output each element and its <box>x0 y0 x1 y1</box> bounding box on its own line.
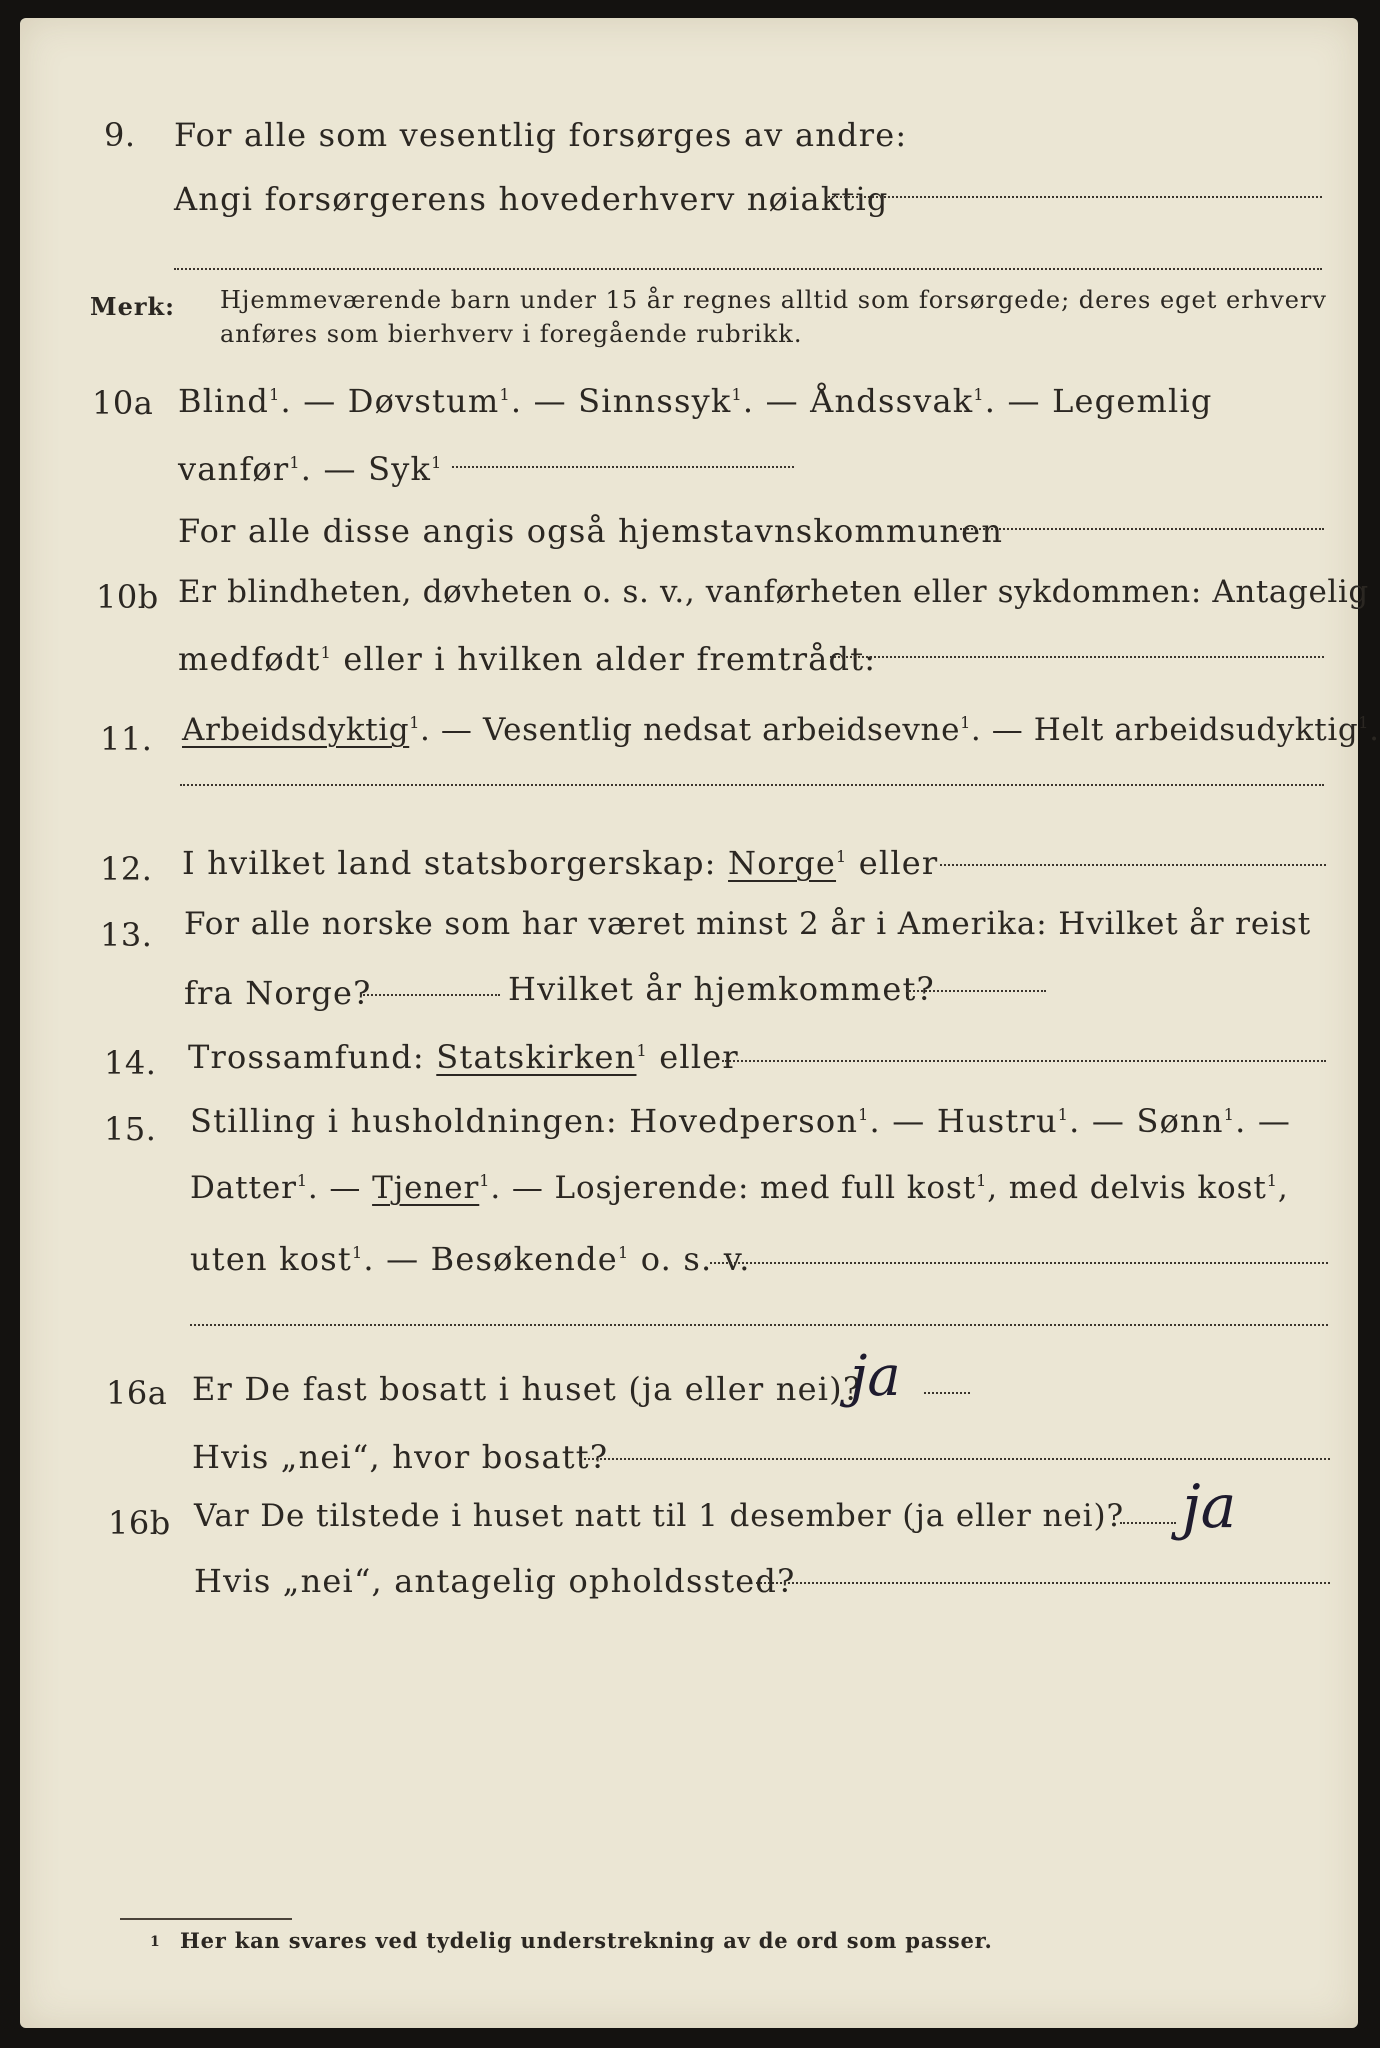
question-12-line <box>182 844 938 882</box>
option-hovedperson[interactable]: Stilling i husholdningen: Hovedperson <box>190 1102 859 1140</box>
question-16b-answer-line[interactable] <box>1120 1522 1176 1524</box>
question-10a-home-municipality-label: For alle disse angis også hjemstavnskommunen <box>178 512 1004 550</box>
merk-note-line-2: anføres som bierhverv i foregående rubrikk. <box>220 320 803 348</box>
option-vanfor[interactable]: vanfør <box>178 450 290 488</box>
footnote-text: Her kan svares ved tydelig understrekning av de ord som passer. <box>180 1928 993 1953</box>
footnote-mark: 1 <box>479 1171 491 1190</box>
footnote-mark: 1 <box>636 1041 648 1060</box>
question-14-answer-line[interactable] <box>722 1060 1326 1062</box>
question-13-year-returned-label: Hvilket år hjemkommet? <box>508 970 935 1008</box>
separator: . <box>1369 712 1380 748</box>
question-13-year-returned-line[interactable] <box>906 990 1046 992</box>
question-16b-handwritten-answer[interactable]: ja <box>1182 1472 1237 1542</box>
question-14-line <box>188 1038 739 1076</box>
option-dovstum[interactable]: Døvstum <box>347 382 500 420</box>
footnote-mark: 1 <box>858 1105 870 1124</box>
question-9-text: For alle som vesentlig forsørges av andre: <box>174 116 908 154</box>
question-13-line-1: For alle norske som har været minst 2 år i Amerika: Hvilket år reist <box>184 906 1312 942</box>
separator: , <box>1277 1170 1289 1206</box>
footnote-mark: 1 <box>409 713 421 732</box>
separator: . — <box>510 382 579 420</box>
question-12-text: I hvilket land statsborgerskap: <box>182 844 729 882</box>
footnote-mark-number: 1 <box>150 1934 161 1950</box>
question-9-number: 9. <box>104 116 136 154</box>
separator: . — <box>300 450 369 488</box>
question-10b-number: 10b <box>96 578 159 616</box>
separator: . — <box>984 382 1053 420</box>
question-16a-answer-line[interactable] <box>924 1392 970 1394</box>
option-delvis-kost[interactable]: , med delvis kost <box>987 1170 1267 1206</box>
question-10b-line-2 <box>178 640 876 678</box>
question-10b-age-label: eller i hvilken alder fremtrådt: <box>332 640 877 678</box>
question-15-osv: o. s. v. <box>629 1240 751 1278</box>
option-legemlig[interactable]: Legemlig <box>1052 382 1213 420</box>
footnote-mark: 1 <box>1266 1171 1278 1190</box>
question-16a-text: Er De fast bosatt i huset (ja eller nei)? <box>192 1370 862 1408</box>
question-13-year-left-label: fra Norge? <box>184 974 372 1012</box>
question-15-answer-line-2[interactable] <box>190 1324 1328 1326</box>
question-16a-number: 16a <box>106 1374 168 1412</box>
option-datter[interactable]: Datter <box>190 1170 297 1206</box>
question-10a-home-municipality-line[interactable] <box>960 528 1324 530</box>
question-14-eller: eller <box>647 1038 739 1076</box>
footnote-mark: 1 <box>296 1171 308 1190</box>
question-15-line-1 <box>190 1102 1291 1140</box>
question-10a-line-2 <box>178 450 442 488</box>
question-11-answer-line[interactable] <box>180 784 1324 786</box>
question-16b-location-label: Hvis „nei“, antagelig opholdssted? <box>194 1562 796 1600</box>
footnote-mark: 1 <box>1223 1105 1236 1124</box>
footnote-mark: 1 <box>1358 713 1370 732</box>
footnote-mark: 1 <box>731 385 743 404</box>
footnote-mark: 1 <box>973 385 985 404</box>
merk-note-line-1: Hjemmeværende barn under 15 år regnes alltid som forsørgede; deres eget erhverv <box>220 286 1327 314</box>
question-10a-line-1 <box>178 382 1213 420</box>
separator: . — <box>1235 1102 1292 1140</box>
option-hustru[interactable]: . — Hustru <box>869 1102 1058 1140</box>
question-16a-handwritten-answer[interactable]: ja <box>850 1344 901 1409</box>
question-14-number: 14. <box>104 1044 157 1082</box>
footnote-mark: 1 <box>836 847 848 866</box>
option-nedsat-arbeidsevne[interactable]: . — Vesentlig nedsat arbeidsevne <box>420 712 961 748</box>
option-statskirken[interactable]: Statskirken <box>436 1038 637 1076</box>
option-tjener[interactable]: Tjener <box>372 1170 480 1206</box>
question-9-answer-line-2[interactable] <box>174 268 1322 270</box>
footnote-rule <box>120 1918 292 1920</box>
question-16b-location-line[interactable] <box>756 1582 1330 1584</box>
option-arbeidsdyktig[interactable]: Arbeidsdyktig <box>182 712 410 748</box>
census-form-page <box>20 18 1380 2028</box>
question-10b-answer-line[interactable] <box>830 656 1324 658</box>
question-12-answer-line[interactable] <box>940 864 1326 866</box>
footnote-mark: 1 <box>269 385 281 404</box>
footnote-mark: 1 <box>351 1243 364 1262</box>
option-arbeidsudyktig[interactable]: . — Helt arbeidsudyktig <box>970 712 1359 748</box>
question-16a-where-label: Hvis „nei“, hvor bosatt? <box>192 1438 609 1476</box>
separator: . — <box>307 1170 373 1206</box>
option-andssvak[interactable]: Åndssvak <box>810 382 974 420</box>
separator: . — <box>280 382 348 420</box>
option-besokende[interactable]: . — Besøkende <box>363 1240 618 1278</box>
question-10b-line-1: Er blindheten, døvheten o. s. v., vanførheten eller sykdommen: Antagelig <box>178 574 1369 610</box>
footnote-mark: 1 <box>1057 1105 1070 1124</box>
option-sinnssyk[interactable]: Sinnssyk <box>578 382 732 420</box>
question-15-answer-line[interactable] <box>710 1262 1328 1264</box>
separator: . — <box>742 382 811 420</box>
option-losjerende-full-kost[interactable]: . — Losjerende: med full kost <box>490 1170 977 1206</box>
question-9-answer-line[interactable] <box>828 196 1322 198</box>
question-12-eller: eller <box>847 844 939 882</box>
question-9-occupation-label: Angi forsørgerens hovederhverv nøiaktig <box>174 180 889 218</box>
footnote-mark: 1 <box>617 1243 630 1262</box>
question-15-line-3 <box>190 1240 751 1278</box>
option-uten-kost[interactable]: uten kost <box>190 1240 352 1278</box>
question-13-number: 13. <box>100 916 153 954</box>
footnote-mark: 1 <box>976 1171 988 1190</box>
footnote-mark: 1 <box>431 453 443 472</box>
option-medfodt[interactable]: medfødt <box>178 640 321 678</box>
question-15-line-2 <box>190 1170 1289 1206</box>
footnote-mark: 1 <box>499 385 511 404</box>
question-14-text: Trossamfund: <box>188 1038 437 1076</box>
question-12-number: 12. <box>100 850 153 888</box>
question-11-number: 11. <box>100 720 153 758</box>
question-15-number: 15. <box>104 1110 157 1148</box>
option-syk[interactable]: Syk <box>368 450 432 488</box>
footnote-mark: 1 <box>320 643 333 662</box>
footnote-mark: 1 <box>289 453 301 472</box>
merk-label: Merk: <box>90 292 175 321</box>
footnote-mark: 1 <box>960 713 971 732</box>
question-11-options <box>182 712 1380 748</box>
option-sonn[interactable]: . — Sønn <box>1069 1102 1224 1140</box>
option-norge[interactable]: Norge <box>728 844 837 882</box>
question-13-year-left-line[interactable] <box>360 994 500 996</box>
question-10a-number: 10a <box>92 384 154 422</box>
question-10a-answer-line[interactable] <box>452 466 794 468</box>
option-blind[interactable]: Blind <box>178 382 270 420</box>
question-16b-number: 16b <box>108 1504 171 1542</box>
question-16a-where-line[interactable] <box>580 1458 1330 1460</box>
question-16b-text: Var De tilstede i huset natt til 1 desember (ja eller nei)? <box>194 1498 1124 1534</box>
